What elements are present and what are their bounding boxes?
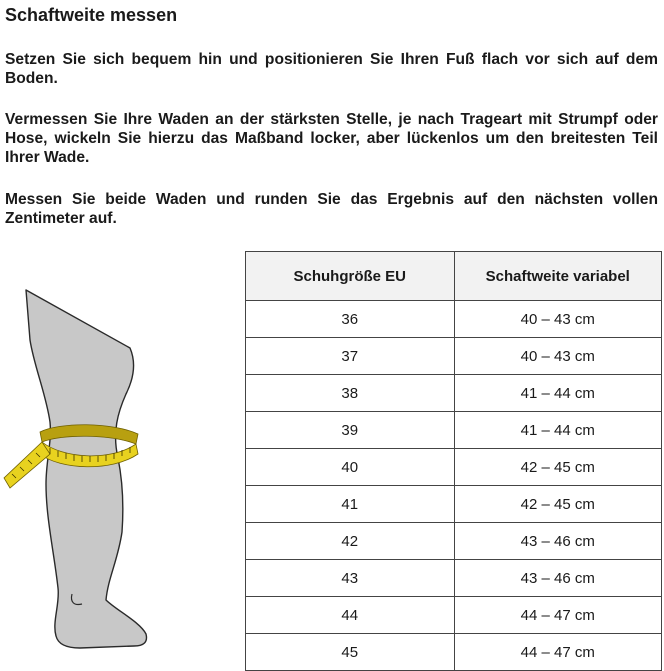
table-row xyxy=(246,412,662,449)
shaft-width-cell: 40 – 43 cm xyxy=(454,301,662,338)
shaft-width-cell: 44 – 47 cm xyxy=(454,597,662,634)
shoe-size-cell: 37 xyxy=(246,338,455,375)
shaft-width-cell: 40 – 43 cm xyxy=(454,338,662,375)
shoe-size-cell: 40 xyxy=(246,449,455,486)
table-row xyxy=(246,449,662,486)
column-header-shaft-width: Schaftweite variabel xyxy=(454,252,662,301)
leg-measuring-tape-illustration xyxy=(0,282,150,662)
shoe-size-cell: 44 xyxy=(246,597,455,634)
shaft-width-cell: 43 – 46 cm xyxy=(454,523,662,560)
table-row xyxy=(246,634,662,671)
shaft-width-cell: 44 – 47 cm xyxy=(454,634,662,671)
table-row xyxy=(246,597,662,634)
shaft-width-cell: 42 – 45 cm xyxy=(454,449,662,486)
instruction-paragraph-1: Setzen Sie sich bequem hin und positionieren Sie Ihren Fuß flach vor sich auf dem Boden. xyxy=(5,51,658,87)
size-table xyxy=(245,251,662,671)
table-header-row xyxy=(246,252,662,301)
shoe-size-cell: 41 xyxy=(246,486,455,523)
instruction-paragraph-2: Vermessen Sie Ihre Waden an der stärksten Stelle, je nach Trageart mit Strumpf oder Hose, wickeln Sie hierzu das Maßband locker, aber lückenlos um den breitesten Teil Ihrer Wade. xyxy=(5,111,658,166)
table-row xyxy=(246,301,662,338)
table-row xyxy=(246,523,662,560)
shoe-size-cell: 43 xyxy=(246,560,455,597)
table-row xyxy=(246,375,662,412)
shoe-size-cell: 39 xyxy=(246,412,455,449)
shaft-width-cell: 41 – 44 cm xyxy=(454,412,662,449)
table-row xyxy=(246,338,662,375)
shaft-width-cell: 41 – 44 cm xyxy=(454,375,662,412)
shaft-width-cell: 42 – 45 cm xyxy=(454,486,662,523)
shaft-width-cell: 43 – 46 cm xyxy=(454,560,662,597)
shoe-size-cell: 45 xyxy=(246,634,455,671)
instruction-paragraph-3: Messen Sie beide Waden und runden Sie das Ergebnis auf den nächsten vollen Zentimeter auf. xyxy=(5,191,658,227)
page-title: Schaftweite messen xyxy=(5,5,178,25)
table-row xyxy=(246,486,662,523)
shoe-size-cell: 36 xyxy=(246,301,455,338)
shoe-size-cell: 38 xyxy=(246,375,455,412)
leg-silhouette xyxy=(26,290,147,648)
column-header-shoe-size: Schuhgröße EU xyxy=(246,252,455,301)
shoe-size-cell: 42 xyxy=(246,523,455,560)
tape-hanging-end xyxy=(4,442,50,488)
table-row xyxy=(246,560,662,597)
